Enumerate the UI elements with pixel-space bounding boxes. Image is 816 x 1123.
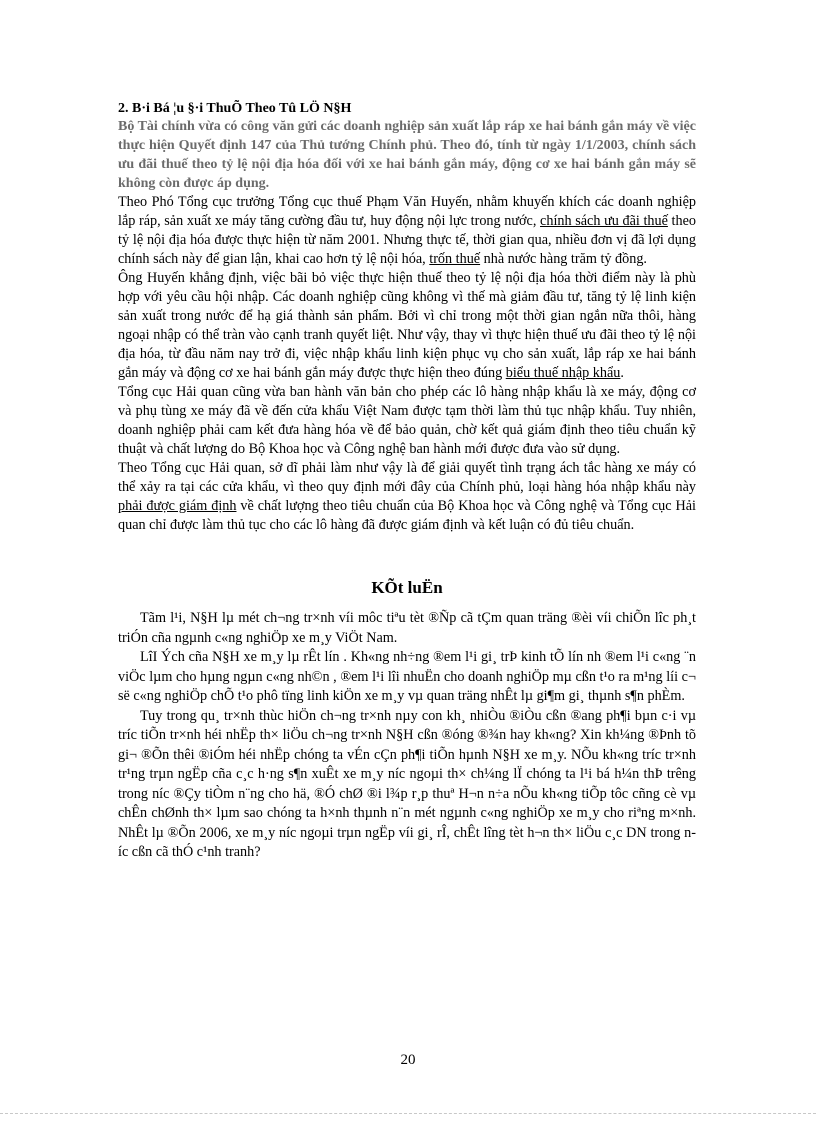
body-paragraph-1 [118, 193, 696, 269]
section-heading: 2. B·i Bá ¦u §·i ThuÕ Theo Tû LÖ N§H [118, 101, 352, 116]
conclusion-paragraph-1: Tãm l¹i, N§H lµ mét ch¬ng tr×nh víi môc tiªu tèt ®Ñp cã tÇm quan träng ®èi víi chiÕn lîc ph¸t triÓn cña ngµnh c«ng nghiÖp xe m¸y ViÖt Nam. [118, 610, 696, 646]
link-phai-duoc-giam-dinh[interactable]: phải được giám định [118, 498, 237, 514]
link-chinh-sach-uu-dai-thue[interactable]: chính sách ưu đãi thuế [540, 213, 668, 229]
body-paragraph-3: Tổng cục Hải quan cũng vừa ban hành văn bản cho phép các lô hàng nhập khẩu là xe máy, động cơ và phụ tùng xe máy đã về đến cửa khẩu Việt Nam được tạm thời làm thủ tục nhập khẩu. Tuy nhiên, doanh nghiệp phải cam kết đưa hàng hóa về để bảo quản, chờ kết quả giám định theo tiêu chuẩn kỹ thuật và chất lượng do Bộ Khoa học và Công nghệ ban hành mới được đưa vào sử dụng. [118, 384, 696, 457]
link-tron-thue[interactable]: trốn thuế [429, 251, 481, 267]
text-run: về chất lượng theo tiêu chuẩn của Bộ Khoa học và Công nghệ và Tổng cục Hải quan chỉ được làm thủ tục cho các lô hàng đã được giám định và kết luận có đủ tiêu chuẩn. [118, 498, 696, 533]
conclusion-paragraph-2: LîI Ých cña N§H xe m¸y lµ rÊt lín . Kh«ng nh÷ng ®em l¹i gi¸ trÞ kinh tÕ lín nh ®em l¹i c«ng ¨n viÖc lµm cho hµng ngµn c«ng nh©n , ®em l¹i lîi nhuËn cho doanh nghiÖp mµ cßn t¹o ra m¹ng líi c¬ së c«ng nghiÖp chÕ t¹o phô tïng linh kiÖn xe m¸y vµ quan träng nhÊt lµ gi¶m gi¸ thµnh s¶n phÈm. [118, 649, 696, 704]
page-bottom-divider [0, 1113, 816, 1114]
text-run: . [620, 365, 624, 381]
body-paragraph-4 [118, 459, 696, 535]
conclusion-title: KÕt luËn [371, 578, 443, 597]
body-paragraph-2 [118, 269, 696, 383]
lead-paragraph: Bộ Tài chính vừa có công văn gửi các doanh nghiệp sản xuất lắp ráp xe hai bánh gắn máy về việc thực hiện Quyết định 147 của Thủ tướng Chính phủ. Theo đó, tính từ ngày 1/1/2003, chính sách ưu đãi thuế theo tỷ lệ nội địa hóa đối với xe hai bánh gắn máy, động cơ xe hai bánh gắn máy sẽ không còn được áp dụng. [118, 119, 696, 191]
text-run: Ông Huyến khẳng định, việc bãi bỏ việc thực hiện thuế theo tỷ lệ nội địa hóa thời điểm này là phù hợp với yêu cầu hội nhập. Các doanh nghiệp cũng không vì thế mà giảm đầu tư, tăng tỷ lệ linh kiện sản xuất trong nước để hạ giá thành sản phẩm. Bởi vì chỉ trong một thời gian ngắn nữa thôi, hàng ngoại nhập có thể tràn vào cạnh tranh quyết liệt. Như vậy, thay vì thực hiện thuế ưu đãi theo tỷ lệ nội địa hóa, từ đầu năm nay trở đi, việc nhập khẩu linh kiện phục vụ cho sản xuất, lắp ráp xe hai bánh gắn máy và động cơ xe hai bánh gắn máy được thực hiện theo đúng [118, 270, 696, 381]
link-bieu-thue-nhap-khau[interactable]: biểu thuế nhập khẩu [505, 365, 621, 381]
text-run: theo tỷ lệ nội địa hóa được thực hiện từ năm 2001. Nhưng thực tế, thời gian qua, nhiều đơn vị đã lợi dụng chính sách này để gian lận, khai cao hơn tỷ lệ nội hóa, [118, 213, 696, 267]
text-run: Theo Tổng cục Hải quan, sở dĩ phải làm như vậy là để giải quyết tình trạng ách tắc hàng xe máy có thể xảy ra tại các cửa khẩu, vì theo quy định mới đây của Chính phủ, loại hàng hóa nhập khẩu này [118, 460, 696, 495]
text-run: Theo Phó Tổng cục trưởng Tổng cục thuế Phạm Văn Huyến, nhằm khuyến khích các doanh nghiệp lắp ráp, sản xuất xe máy tăng cường đầu tư, huy động nội lực trong nước, [118, 194, 696, 229]
page-content [118, 100, 696, 863]
conclusion-paragraph-3: Tuy trong qu¸ tr×nh thùc hiÖn ch¬ng tr×nh nµy con kh¸ nhiÒu ®iÒu cßn ®ang ph¶i bµn c·i vµ tríc tiÕn tr×nh héi nhËp th× liÖu ch¬ng tr×nh N§H cßn ®óng ®¾n hay kh«ng? Xin kh¼ng ®Þnh tõ gi¬ ®Õn thêi ®iÓm héi nhËp chóng ta vÉn cÇn ph¶i tiÕn hµnh N§H xe m¸y. NÕu kh«ng tríc tr×nh tr¹ng trµn ngËp cña c¸c h·ng s¶n xuÊt xe m¸y níc ngoµi th× ch¼ng lÏ chóng ta l¹i bá h¼n thÞ trêng trong níc ®Çy tiÒm n¨ng cho hä, ®Ó chØ ®i l¾p r¸p thuª H¬n n÷a nÕu kh«ng tiÕp tôc cñng cè vµ chÊn chØnh th× lµm sao chóng ta h×nh thµnh n¨n mét ngµnh c«ng nghiÖp xe m¸y cho riªng m×nh. NhÊt lµ ®Õn 2006, xe m¸y níc ngoµi trµn ngËp víi gi¸ rÎ, chÊt lîng tèt h¬n th× liÖu c¸c DN trong níc cßn cã thÓ c¹nh tranh? [118, 707, 696, 860]
page-number: 20 [400, 1052, 416, 1068]
text-run: nhà nước hàng trăm tỷ đồng. [480, 251, 647, 267]
